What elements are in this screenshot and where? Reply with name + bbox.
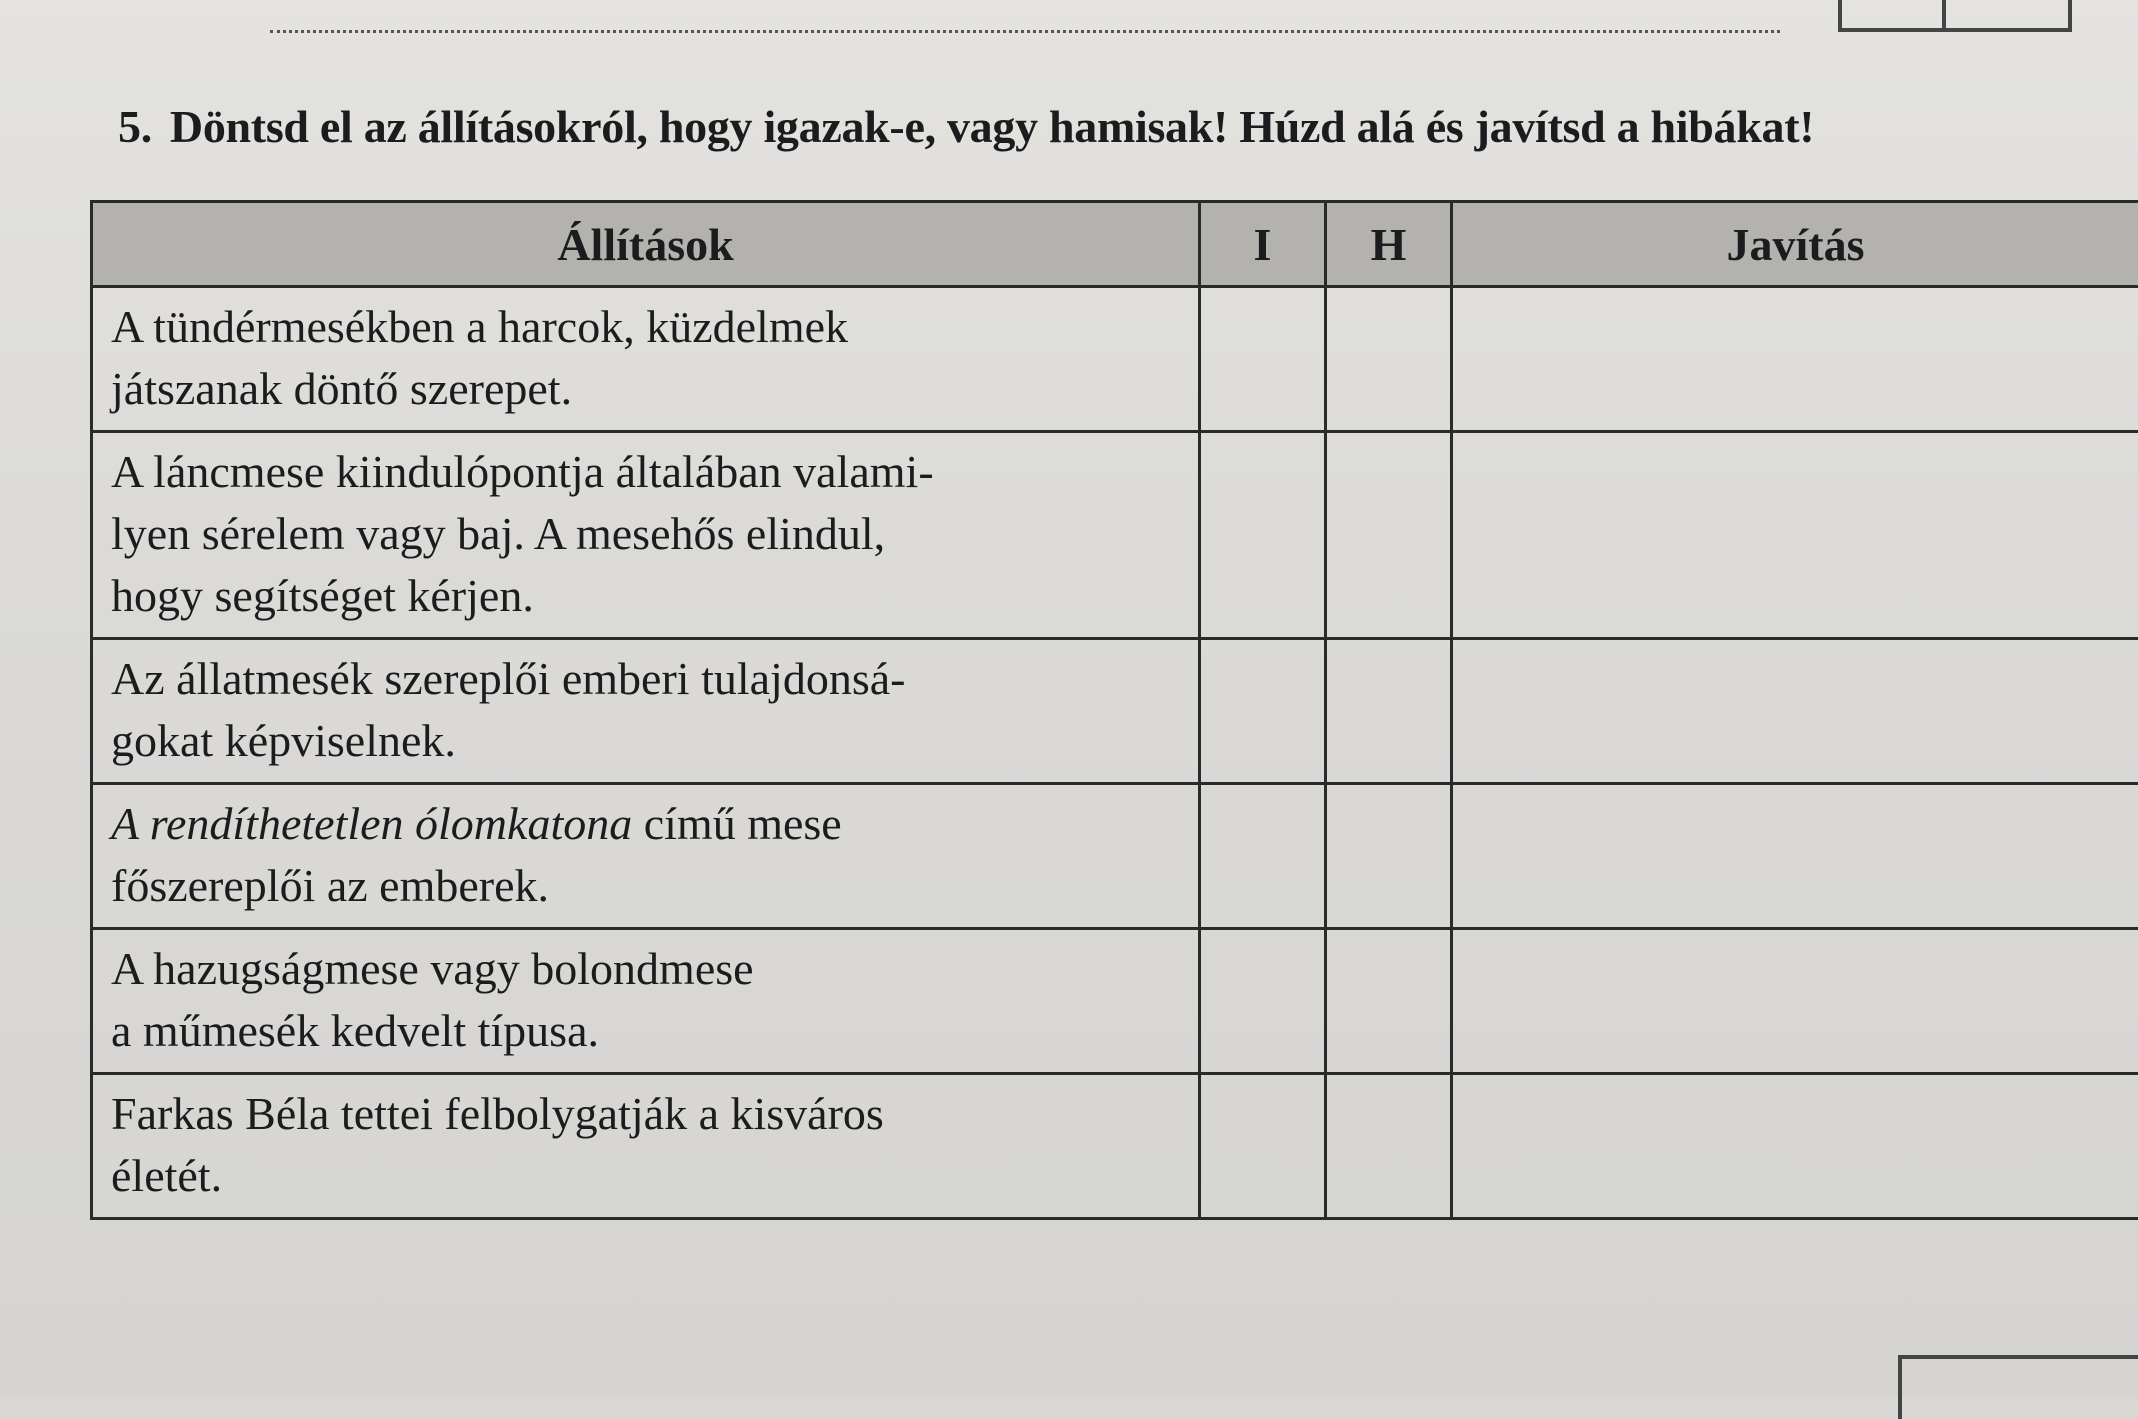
true-false-table bbox=[90, 200, 2138, 1220]
header-statements: Állítások bbox=[92, 202, 1200, 287]
task-number: 5. bbox=[118, 101, 152, 152]
table-row bbox=[92, 639, 2138, 784]
header-true: I bbox=[1200, 202, 1326, 287]
statement-line: Farkas Béla tettei felbolygatják a kisváros bbox=[111, 1083, 1198, 1145]
false-answer-cell[interactable] bbox=[1326, 1074, 1452, 1219]
statement-text: című mese bbox=[632, 798, 842, 849]
statement-cell bbox=[92, 1074, 1200, 1219]
true-answer-cell[interactable] bbox=[1200, 287, 1326, 432]
correction-cell[interactable] bbox=[1452, 784, 2138, 929]
table-header-row bbox=[92, 202, 2138, 287]
statement-line: Az állatmesék szereplői emberi tulajdonsá- bbox=[111, 648, 1198, 710]
false-answer-cell[interactable] bbox=[1326, 287, 1452, 432]
table-row bbox=[92, 1074, 2138, 1219]
score-box-top bbox=[1838, 0, 2072, 32]
statement-line: főszereplői az emberek. bbox=[111, 855, 1198, 917]
header-false: H bbox=[1326, 202, 1452, 287]
statement-line: A hazugságmese vagy bolondmese bbox=[111, 938, 1198, 1000]
header-correction: Javítás bbox=[1452, 202, 2138, 287]
statement-line: hogy segítséget kérjen. bbox=[111, 565, 1198, 627]
task-instruction: Döntsd el az állításokról, hogy igazak-e, vagy hamisak! Húzd alá és javítsd a hibákat! bbox=[170, 101, 1814, 152]
true-answer-cell[interactable] bbox=[1200, 432, 1326, 639]
statement-line: lyen sérelem vagy baj. A mesehős elindul, bbox=[111, 503, 1198, 565]
table-row bbox=[92, 784, 2138, 929]
true-answer-cell[interactable] bbox=[1200, 1074, 1326, 1219]
false-answer-cell[interactable] bbox=[1326, 929, 1452, 1074]
true-answer-cell[interactable] bbox=[1200, 784, 1326, 929]
score-box-bottom bbox=[1898, 1355, 2138, 1419]
true-answer-cell[interactable] bbox=[1200, 639, 1326, 784]
table-row bbox=[92, 929, 2138, 1074]
statement-cell bbox=[92, 432, 1200, 639]
statement-line: a műmesék kedvelt típusa. bbox=[111, 1000, 1198, 1062]
statement-line: A tündérmesékben a harcok, küzdelmek bbox=[111, 296, 1198, 358]
statement-line: játszanak döntő szerepet. bbox=[111, 358, 1198, 420]
table-row bbox=[92, 432, 2138, 639]
correction-cell[interactable] bbox=[1452, 287, 2138, 432]
statement-line: A láncmese kiindulópontja általában valami- bbox=[111, 441, 1198, 503]
false-answer-cell[interactable] bbox=[1326, 784, 1452, 929]
story-title: A rendíthetetlen ólomkatona bbox=[111, 798, 632, 849]
statement-line: életét. bbox=[111, 1145, 1198, 1207]
correction-cell[interactable] bbox=[1452, 432, 2138, 639]
true-answer-cell[interactable] bbox=[1200, 929, 1326, 1074]
score-box-divider bbox=[1942, 0, 1946, 28]
correction-cell[interactable] bbox=[1452, 639, 2138, 784]
statement-cell bbox=[92, 784, 1200, 929]
statement-cell bbox=[92, 929, 1200, 1074]
dotted-answer-line bbox=[270, 30, 1780, 33]
statement-cell bbox=[92, 287, 1200, 432]
statement-line bbox=[111, 793, 1198, 855]
statement-cell bbox=[92, 639, 1200, 784]
task-heading bbox=[118, 100, 1814, 153]
correction-cell[interactable] bbox=[1452, 929, 2138, 1074]
false-answer-cell[interactable] bbox=[1326, 432, 1452, 639]
table-row bbox=[92, 287, 2138, 432]
correction-cell[interactable] bbox=[1452, 1074, 2138, 1219]
statement-line: gokat képviselnek. bbox=[111, 710, 1198, 772]
false-answer-cell[interactable] bbox=[1326, 639, 1452, 784]
